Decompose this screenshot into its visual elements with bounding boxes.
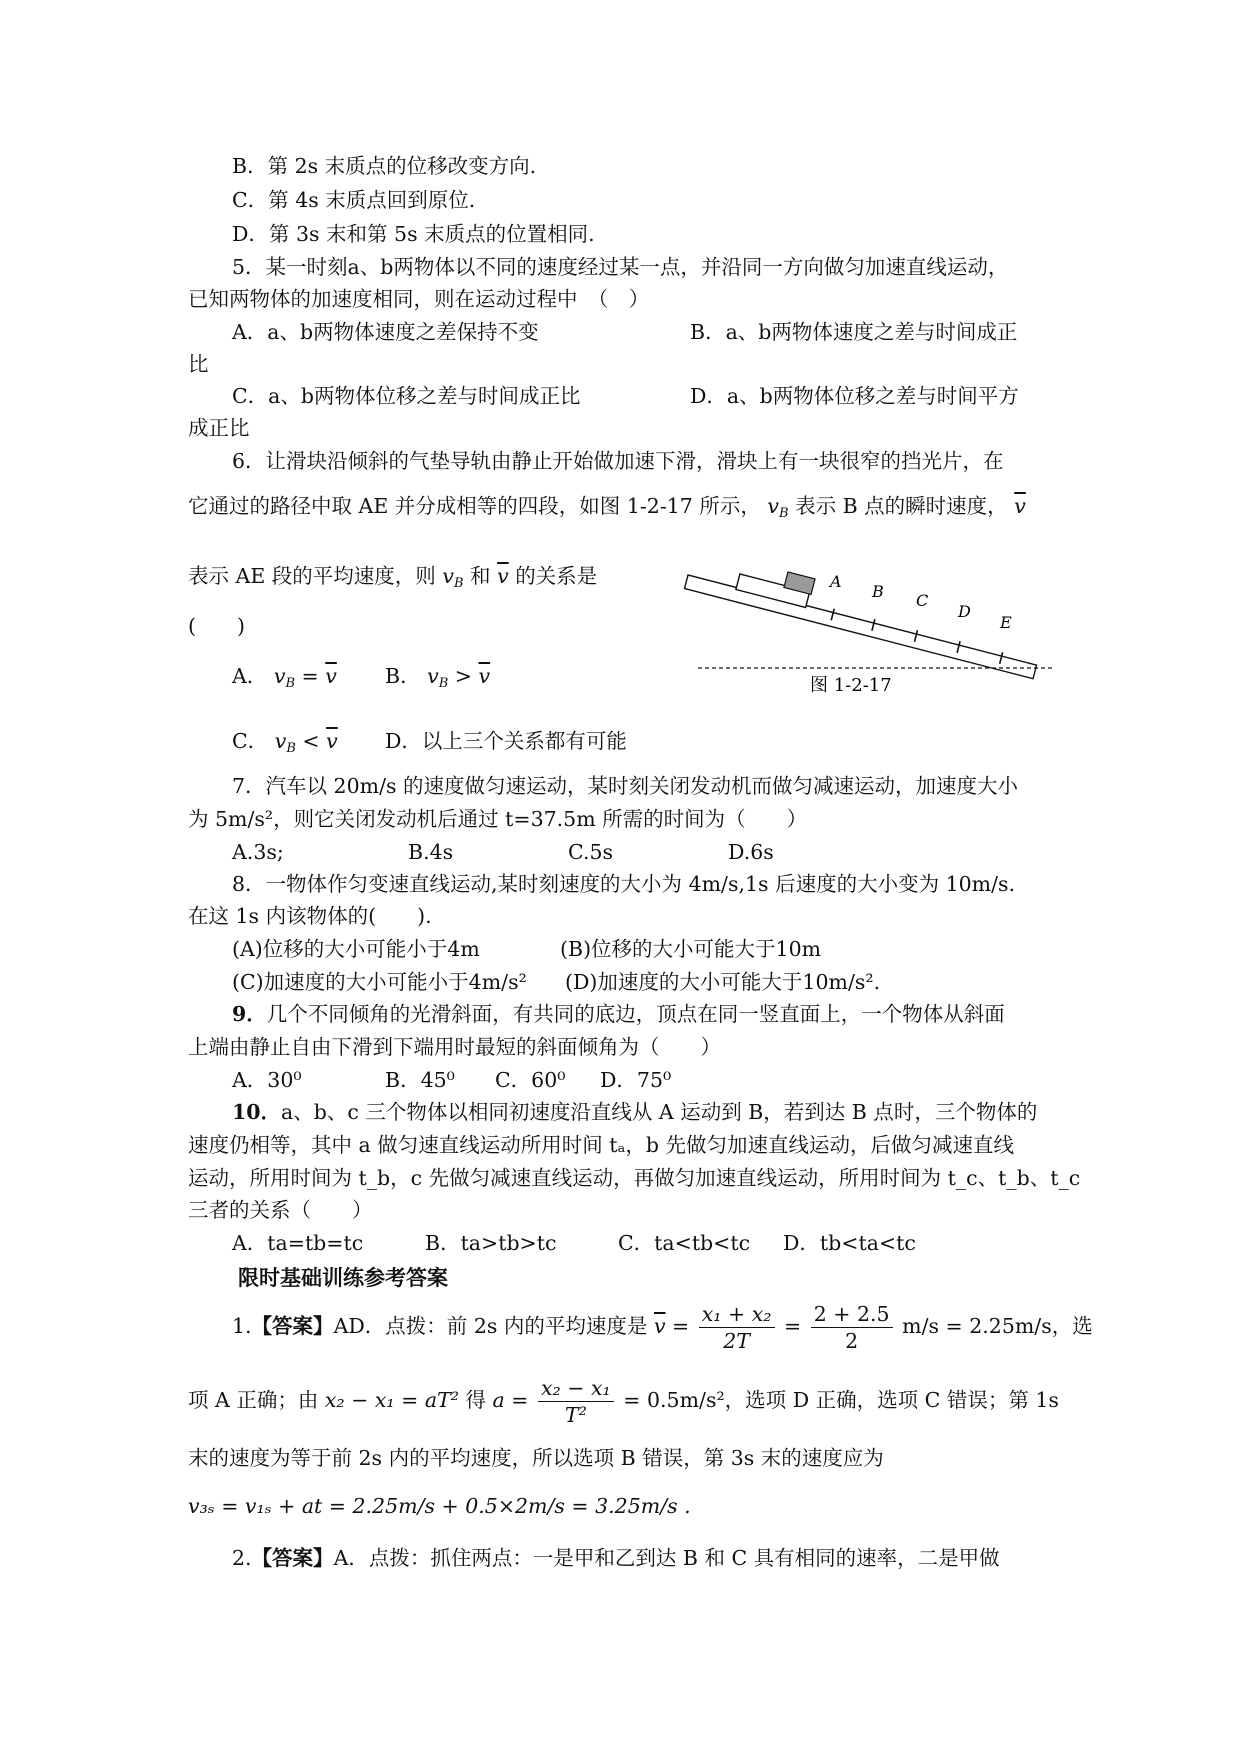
q5-option-b: B．a、b两物体速度之差与时间成正 <box>690 320 1018 344</box>
answer-tag: 【答案】 <box>251 1546 334 1570</box>
q10-number: 10． <box>232 1100 282 1124</box>
q6-line3-text2: 的关系是 <box>515 564 598 588</box>
vbar-symbol: $\overline{v}$ <box>1014 494 1026 518</box>
q5-option-d: D．a、b两物体位移之差与时间平方 <box>690 384 1019 408</box>
figure-inclined-track <box>680 555 1060 705</box>
q6-option-c: C． $v_B < \overline{v}$ <box>232 729 338 756</box>
q5-stem-line2: 已知两物体的加速度相同，则在运动过程中 （ ） <box>188 287 650 311</box>
q10-stem-line2: 速度仍相等，其中 a 做匀速直线运动所用时间 tₐ，b 先做匀加速直线运动，后做匀减速直线 <box>188 1133 1015 1157</box>
q9-option-a: A．30⁰ <box>232 1068 302 1092</box>
q8-stem-line2: 在这 1s 内该物体的( ). <box>188 904 432 928</box>
q10-stem-line1 <box>232 1098 1037 1126</box>
q6-option-a: A． $v_B = \overline{v}$ <box>232 664 337 691</box>
label-a: A <box>830 572 842 591</box>
track-diagram <box>680 555 1060 705</box>
q8-option-d: (D)加速度的大小可能大于10m/s². <box>565 970 881 994</box>
q5-option-a: A．a、b两物体速度之差保持不变 <box>232 320 539 344</box>
air-track <box>684 575 1036 679</box>
q9-stem-line1 <box>232 1000 1005 1028</box>
q10-option-a: A．ta=tb=tc <box>232 1231 364 1255</box>
q4-option-d: D．第 3s 末和第 5s 末质点的位置相同. <box>232 222 595 246</box>
q5-option-c: C．a、b两物体位移之差与时间成正比 <box>232 384 581 408</box>
q6-line2-text: 它通过的路径中取 AE 并分成相等的四段，如图 1-2-17 所示， <box>188 494 761 518</box>
q9-stem-line2: 上端由静止自由下滑到下端用时最短的斜面倾角为（ ） <box>188 1035 721 1059</box>
vb-symbol: $v_B$ <box>767 494 789 521</box>
q7-option-a: A.3s; <box>232 840 284 864</box>
q6-line2-text2: 表示 B 点的瞬时速度， <box>795 494 1008 518</box>
q9-text: 几个不同倾角的光滑斜面，有共同的底边，顶点在同一竖直面上，一个物体从斜面 <box>266 1002 1005 1026</box>
q8-option-b: (B)位移的大小可能大于10m <box>560 937 822 961</box>
answers-heading: 限时基础训练参考答案 <box>238 1266 448 1290</box>
fraction-dx-over-t2: $\frac{\text{x₂ − x₁}}{\text{T²}}$ <box>538 1375 614 1428</box>
q7-stem-line1: 7．汽车以 20m/s 的速度做匀速运动，某时刻关闭发动机而做匀减速运动，加速度大小 <box>232 774 1019 798</box>
q6-answer-paren: ( ) <box>188 614 245 638</box>
q10-text: a、b、c 三个物体以相同初速度沿直线从 A 运动到 B，若到达 B 点时，三个物体的 <box>281 1100 1038 1124</box>
q6-option-b: B． $v_B > \overline{v}$ <box>385 664 491 691</box>
q9-number: 9． <box>232 1002 267 1026</box>
vb-symbol: $v_B$ <box>442 564 464 591</box>
figure-caption: 图 1-2-17 <box>810 675 892 696</box>
q7-option-d: D.6s <box>728 840 774 864</box>
answer-1-line1: 1.【答案】AD．点拨：前 2s 内的平均速度是 $\overline{v}$ = $\frac{\text{x₁ + x₂}}{2T}$ = $\frac{2 + 2.5}{2}$ m/s = 2.25m/s，选 <box>232 1302 1093 1353</box>
answer-1-line2: 项 A 正确；由 x₂ − x₁ = aT² 得 a = $\frac{\text{x₂ − x₁}}{\text{T²}}$ = 0.5m/s²，选项 D 正确，选项 C 错误；第 1s <box>188 1376 1059 1427</box>
q8-option-c: (C)加速度的大小可能小于4m/s² <box>232 970 527 994</box>
q10-stem-line4: 三者的关系（ ） <box>188 1198 373 1222</box>
label-e: E <box>1000 613 1012 632</box>
label-b: B <box>872 582 884 601</box>
q5-option-d-cont: 成正比 <box>188 416 250 440</box>
q6-option-d: D．以上三个关系都有可能 <box>385 729 627 753</box>
q6-stem-line2 <box>188 492 1026 528</box>
q9-option-d: D．75⁰ <box>600 1068 672 1092</box>
q7-option-b: B.4s <box>408 840 454 864</box>
label-d: D <box>958 602 971 621</box>
q4-option-c: C．第 4s 末质点回到原位. <box>232 188 476 212</box>
q6-line3-and: 和 <box>470 564 491 588</box>
q7-stem-line2: 为 5m/s²，则它关闭发动机后通过 t=37.5m 所需的时间为（ ） <box>188 807 808 831</box>
fraction-2-2p5-over-2: $\frac{2 + 2.5}{2}$ <box>811 1301 893 1354</box>
answer-1-line4: v₃ₛ = v₁ₛ + at = 2.25m/s + 0.5×2m/s = 3.25m/s . <box>188 1494 691 1518</box>
fraction-x1-x2-over-2t: $\frac{\text{x₁ + x₂}}{2T}$ <box>699 1301 775 1354</box>
q6-stem-line3 <box>188 562 597 598</box>
q9-option-b: B．45⁰ <box>385 1068 455 1092</box>
q8-stem-line1: 8．一物体作匀变速直线运动,某时刻速度的大小为 4m/s,1s 后速度的大小变为 10m/s. <box>232 872 1016 896</box>
vbar-symbol: $\overline{v}$ <box>497 564 509 588</box>
q10-option-c: C．ta<tb<tc <box>618 1231 751 1255</box>
answer-1-line3: 末的速度为等于前 2s 内的平均速度，所以选项 B 错误，第 3s 末的速度应为 <box>188 1446 884 1470</box>
q8-option-a: (A)位移的大小可能小于4m <box>232 937 480 961</box>
q4-option-b: B．第 2s 末质点的位移改变方向. <box>232 154 537 178</box>
q10-option-d: D．tb<ta<tc <box>783 1231 916 1255</box>
q10-option-b: B．ta>tb>tc <box>425 1231 557 1255</box>
q9-option-c: C．60⁰ <box>495 1068 566 1092</box>
answer-2-line1: 2.【答案】A．点拨：抓住两点：一是甲和乙到达 B 和 C 具有相同的速率，二是甲做 <box>232 1546 1000 1570</box>
q5-option-b-cont: 比 <box>188 352 209 376</box>
q10-stem-line3: 运动，所用时间为 t_b，c 先做匀减速直线运动，再做匀加速直线运动，所用时间为 t_c、t_b、t_c <box>188 1166 1081 1190</box>
q7-option-c: C.5s <box>568 840 614 864</box>
q5-stem-line1: 5．某一时刻a、b两物体以不同的速度经过某一点，并沿同一方向做匀加速直线运动， <box>232 255 1009 279</box>
answer-tag: 【答案】 <box>251 1314 334 1338</box>
q6-stem-line1: 6．让滑块沿倾斜的气垫导轨由静止开始做加速下滑，滑块上有一块很窄的挡光片，在 <box>232 449 1004 473</box>
label-c: C <box>916 591 929 610</box>
q6-line3-text: 表示 AE 段的平均速度，则 <box>188 564 436 588</box>
